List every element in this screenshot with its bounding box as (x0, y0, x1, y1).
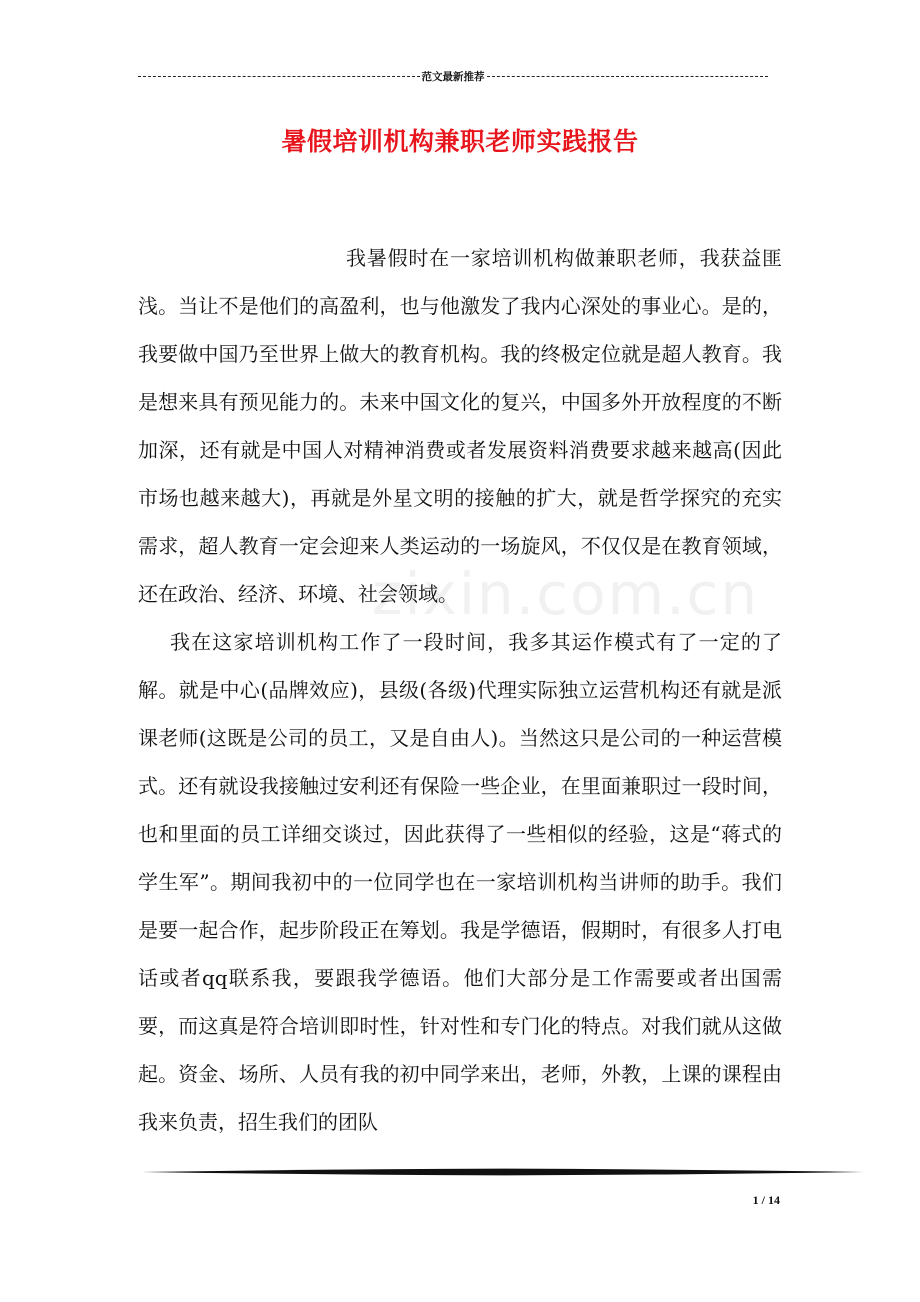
document-body (138, 234, 782, 1146)
header-dash-left (138, 76, 420, 77)
running-header (138, 68, 768, 84)
body-paragraph: 我在这家培训机构工作了一段时间，我多其运作模式有了一定的了解。就是中心(品牌效应)，县级(各级)代理实际独立运营机构还有就是派课老师(这既是公司的员工，又是自由人)。当然这只是公司的一种运营模式。还有就设我接触过安利还有保险一些企业，在里面兼职过一段时间，也和里面的员工详细交谈过，因此获得了一些相似的经验，这是“蒋式的学生军”。期间我初中的一位同学也在一家培训机构当讲师的助手。我们是要一起合作，起步阶段正在筹划。我是学德语，假期时，有很多人打电话或者qq联系我，要跟我学德语。他们大部分是工作需要或者出国需要，而这真是符合培训即时性，针对性和专门化的特点。对我们就从这做起。资金、场所、人员有我的初中同学来出，老师，外教，上课的课程由我来负责，招生我们的团队 (138, 630, 782, 1134)
watermark: zixin.com.cn (372, 560, 760, 628)
page-number: 1 / 14 (752, 1193, 780, 1207)
header-dash-right (487, 76, 769, 77)
document-title: 暑假培训机构兼职老师实践报告 (281, 127, 639, 156)
header-label: 范文最新推荐 (421, 70, 485, 83)
footer-rule (142, 1168, 864, 1176)
body-paragraph: 我暑假时在一家培训机构做兼职老师，我获益匪浅。当让不是他们的高盈利，也与他激发了我内心深处的事业心。是的，我要做中国乃至世界上做大的教育机构。我的终极定位就是超人教育。我是想来具有预见能力的。未来中国文化的复兴，中国多外开放程度的不断加深，还有就是中国人对精神消费或者发展资料消费要求越来越高(因此市场也越来越大)，再就是外星文明的接触的扩大，就是哲学探究的充实需求，超人教育一定会迎来人类运动的一场旋风，不仅仅是在教育领域，还在政治、经济、环境、社会领域。 (138, 246, 782, 606)
